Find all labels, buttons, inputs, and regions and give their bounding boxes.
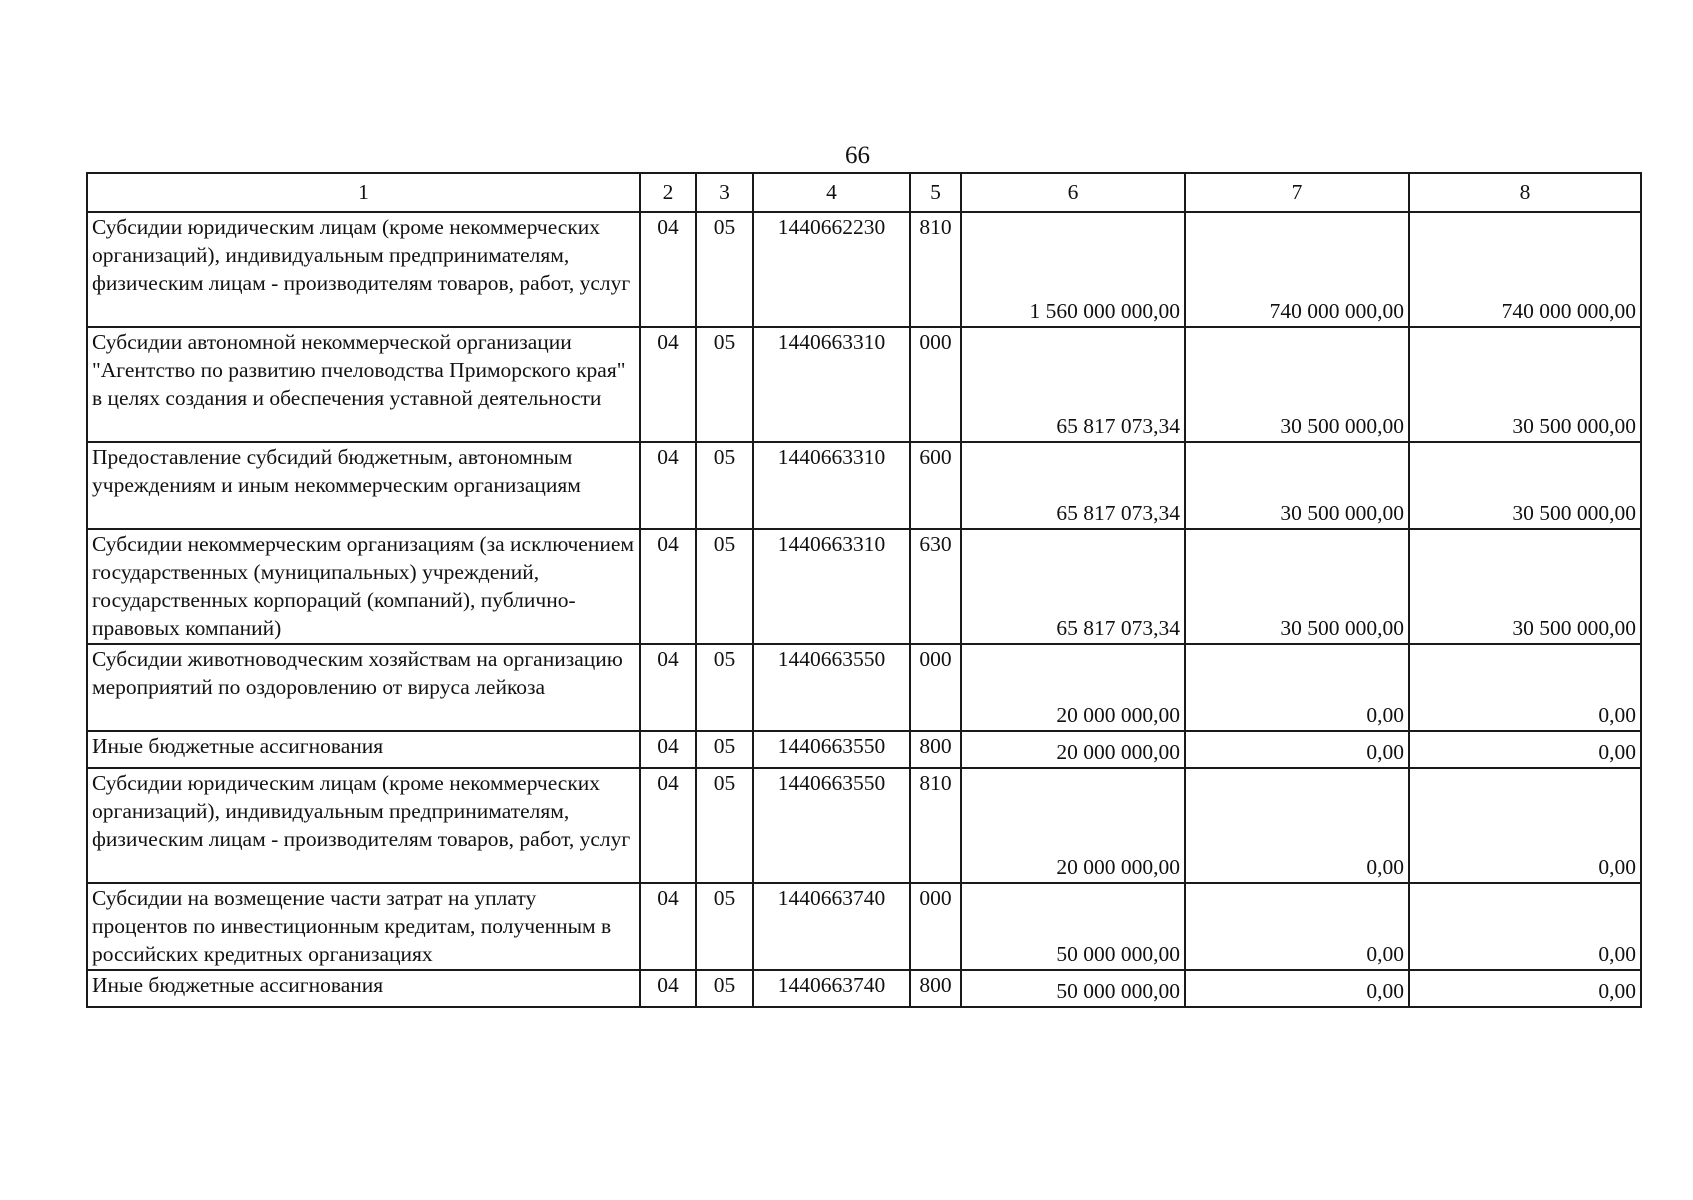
amount-col-7: 0,00 — [1185, 883, 1409, 970]
target-article-code: 1440662230 — [753, 212, 910, 327]
target-article-code: 1440663550 — [753, 731, 910, 768]
budget-table — [86, 172, 1642, 1008]
page-number: 66 — [845, 142, 870, 169]
table-row — [87, 212, 1641, 327]
row-description: Субсидии на возмещение части затрат на уплату процентов по инвестиционным кредитам, полученным в российских кредитных организациях — [87, 883, 640, 970]
subsection-code: 05 — [696, 731, 753, 768]
table-row — [87, 442, 1641, 529]
amount-col-6: 20 000 000,00 — [961, 768, 1185, 883]
amount-col-7: 30 500 000,00 — [1185, 442, 1409, 529]
subsection-code: 05 — [696, 644, 753, 731]
amount-col-7: 30 500 000,00 — [1185, 327, 1409, 442]
expense-type-code: 810 — [910, 212, 961, 327]
amount-col-8: 30 500 000,00 — [1409, 529, 1641, 644]
expense-type-code: 000 — [910, 883, 961, 970]
amount-col-8: 30 500 000,00 — [1409, 442, 1641, 529]
column-header: 1 — [87, 173, 640, 212]
row-description: Субсидии юридическим лицам (кроме некоммерческих организаций), индивидуальным предпринимателям, физическим лицам - производителям товаров, работ, услуг — [87, 768, 640, 883]
subsection-code: 05 — [696, 529, 753, 644]
section-code: 04 — [640, 442, 696, 529]
amount-col-7: 0,00 — [1185, 731, 1409, 768]
target-article-code: 1440663310 — [753, 327, 910, 442]
row-description: Предоставление субсидий бюджетным, автономным учреждениям и иным некоммерческим организациям — [87, 442, 640, 529]
section-code: 04 — [640, 212, 696, 327]
subsection-code: 05 — [696, 768, 753, 883]
amount-col-8: 740 000 000,00 — [1409, 212, 1641, 327]
column-header: 8 — [1409, 173, 1641, 212]
amount-col-6: 50 000 000,00 — [961, 883, 1185, 970]
subsection-code: 05 — [696, 442, 753, 529]
amount-col-6: 65 817 073,34 — [961, 327, 1185, 442]
expense-type-code: 800 — [910, 970, 961, 1007]
target-article-code: 1440663310 — [753, 442, 910, 529]
target-article-code: 1440663740 — [753, 970, 910, 1007]
amount-col-8: 0,00 — [1409, 883, 1641, 970]
target-article-code: 1440663550 — [753, 644, 910, 731]
amount-col-8: 0,00 — [1409, 644, 1641, 731]
amount-col-6: 1 560 000 000,00 — [961, 212, 1185, 327]
section-code: 04 — [640, 327, 696, 442]
amount-col-7: 0,00 — [1185, 768, 1409, 883]
expense-type-code: 810 — [910, 768, 961, 883]
table-row — [87, 883, 1641, 970]
row-description: Субсидии юридическим лицам (кроме некоммерческих организаций), индивидуальным предпринимателям, физическим лицам - производителям товаров, работ, услуг — [87, 212, 640, 327]
expense-type-code: 630 — [910, 529, 961, 644]
column-header: 2 — [640, 173, 696, 212]
target-article-code: 1440663550 — [753, 768, 910, 883]
amount-col-6: 20 000 000,00 — [961, 731, 1185, 768]
section-code: 04 — [640, 970, 696, 1007]
section-code: 04 — [640, 644, 696, 731]
amount-col-8: 0,00 — [1409, 768, 1641, 883]
amount-col-7: 30 500 000,00 — [1185, 529, 1409, 644]
amount-col-7: 0,00 — [1185, 970, 1409, 1007]
table-row — [87, 327, 1641, 442]
amount-col-6: 65 817 073,34 — [961, 442, 1185, 529]
amount-col-8: 0,00 — [1409, 970, 1641, 1007]
header-row — [87, 173, 1641, 212]
row-description: Субсидии автономной некоммерческой организации "Агентство по развитию пчеловодства Приморского края" в целях создания и обеспечения уставной деятельности — [87, 327, 640, 442]
column-header: 5 — [910, 173, 961, 212]
row-description: Субсидии некоммерческим организациям (за исключением государственных (муниципальных) учреждений, государственных корпораций (компаний), публично-правовых компаний) — [87, 529, 640, 644]
expense-type-code: 000 — [910, 644, 961, 731]
amount-col-6: 50 000 000,00 — [961, 970, 1185, 1007]
section-code: 04 — [640, 768, 696, 883]
column-header: 7 — [1185, 173, 1409, 212]
subsection-code: 05 — [696, 327, 753, 442]
row-description: Субсидии животноводческим хозяйствам на организацию мероприятий по оздоровлению от вируса лейкоза — [87, 644, 640, 731]
amount-col-8: 0,00 — [1409, 731, 1641, 768]
target-article-code: 1440663310 — [753, 529, 910, 644]
column-header: 3 — [696, 173, 753, 212]
expense-type-code: 600 — [910, 442, 961, 529]
column-header: 6 — [961, 173, 1185, 212]
amount-col-7: 0,00 — [1185, 644, 1409, 731]
section-code: 04 — [640, 731, 696, 768]
amount-col-8: 30 500 000,00 — [1409, 327, 1641, 442]
expense-type-code: 800 — [910, 731, 961, 768]
amount-col-7: 740 000 000,00 — [1185, 212, 1409, 327]
table-row — [87, 644, 1641, 731]
column-header: 4 — [753, 173, 910, 212]
amount-col-6: 20 000 000,00 — [961, 644, 1185, 731]
subsection-code: 05 — [696, 970, 753, 1007]
table-row — [87, 970, 1641, 1007]
section-code: 04 — [640, 883, 696, 970]
table-row — [87, 731, 1641, 768]
table-row — [87, 529, 1641, 644]
amount-col-6: 65 817 073,34 — [961, 529, 1185, 644]
row-description: Иные бюджетные ассигнования — [87, 970, 640, 1007]
table-row — [87, 768, 1641, 883]
target-article-code: 1440663740 — [753, 883, 910, 970]
section-code: 04 — [640, 529, 696, 644]
row-description: Иные бюджетные ассигнования — [87, 731, 640, 768]
subsection-code: 05 — [696, 883, 753, 970]
expense-type-code: 000 — [910, 327, 961, 442]
subsection-code: 05 — [696, 212, 753, 327]
